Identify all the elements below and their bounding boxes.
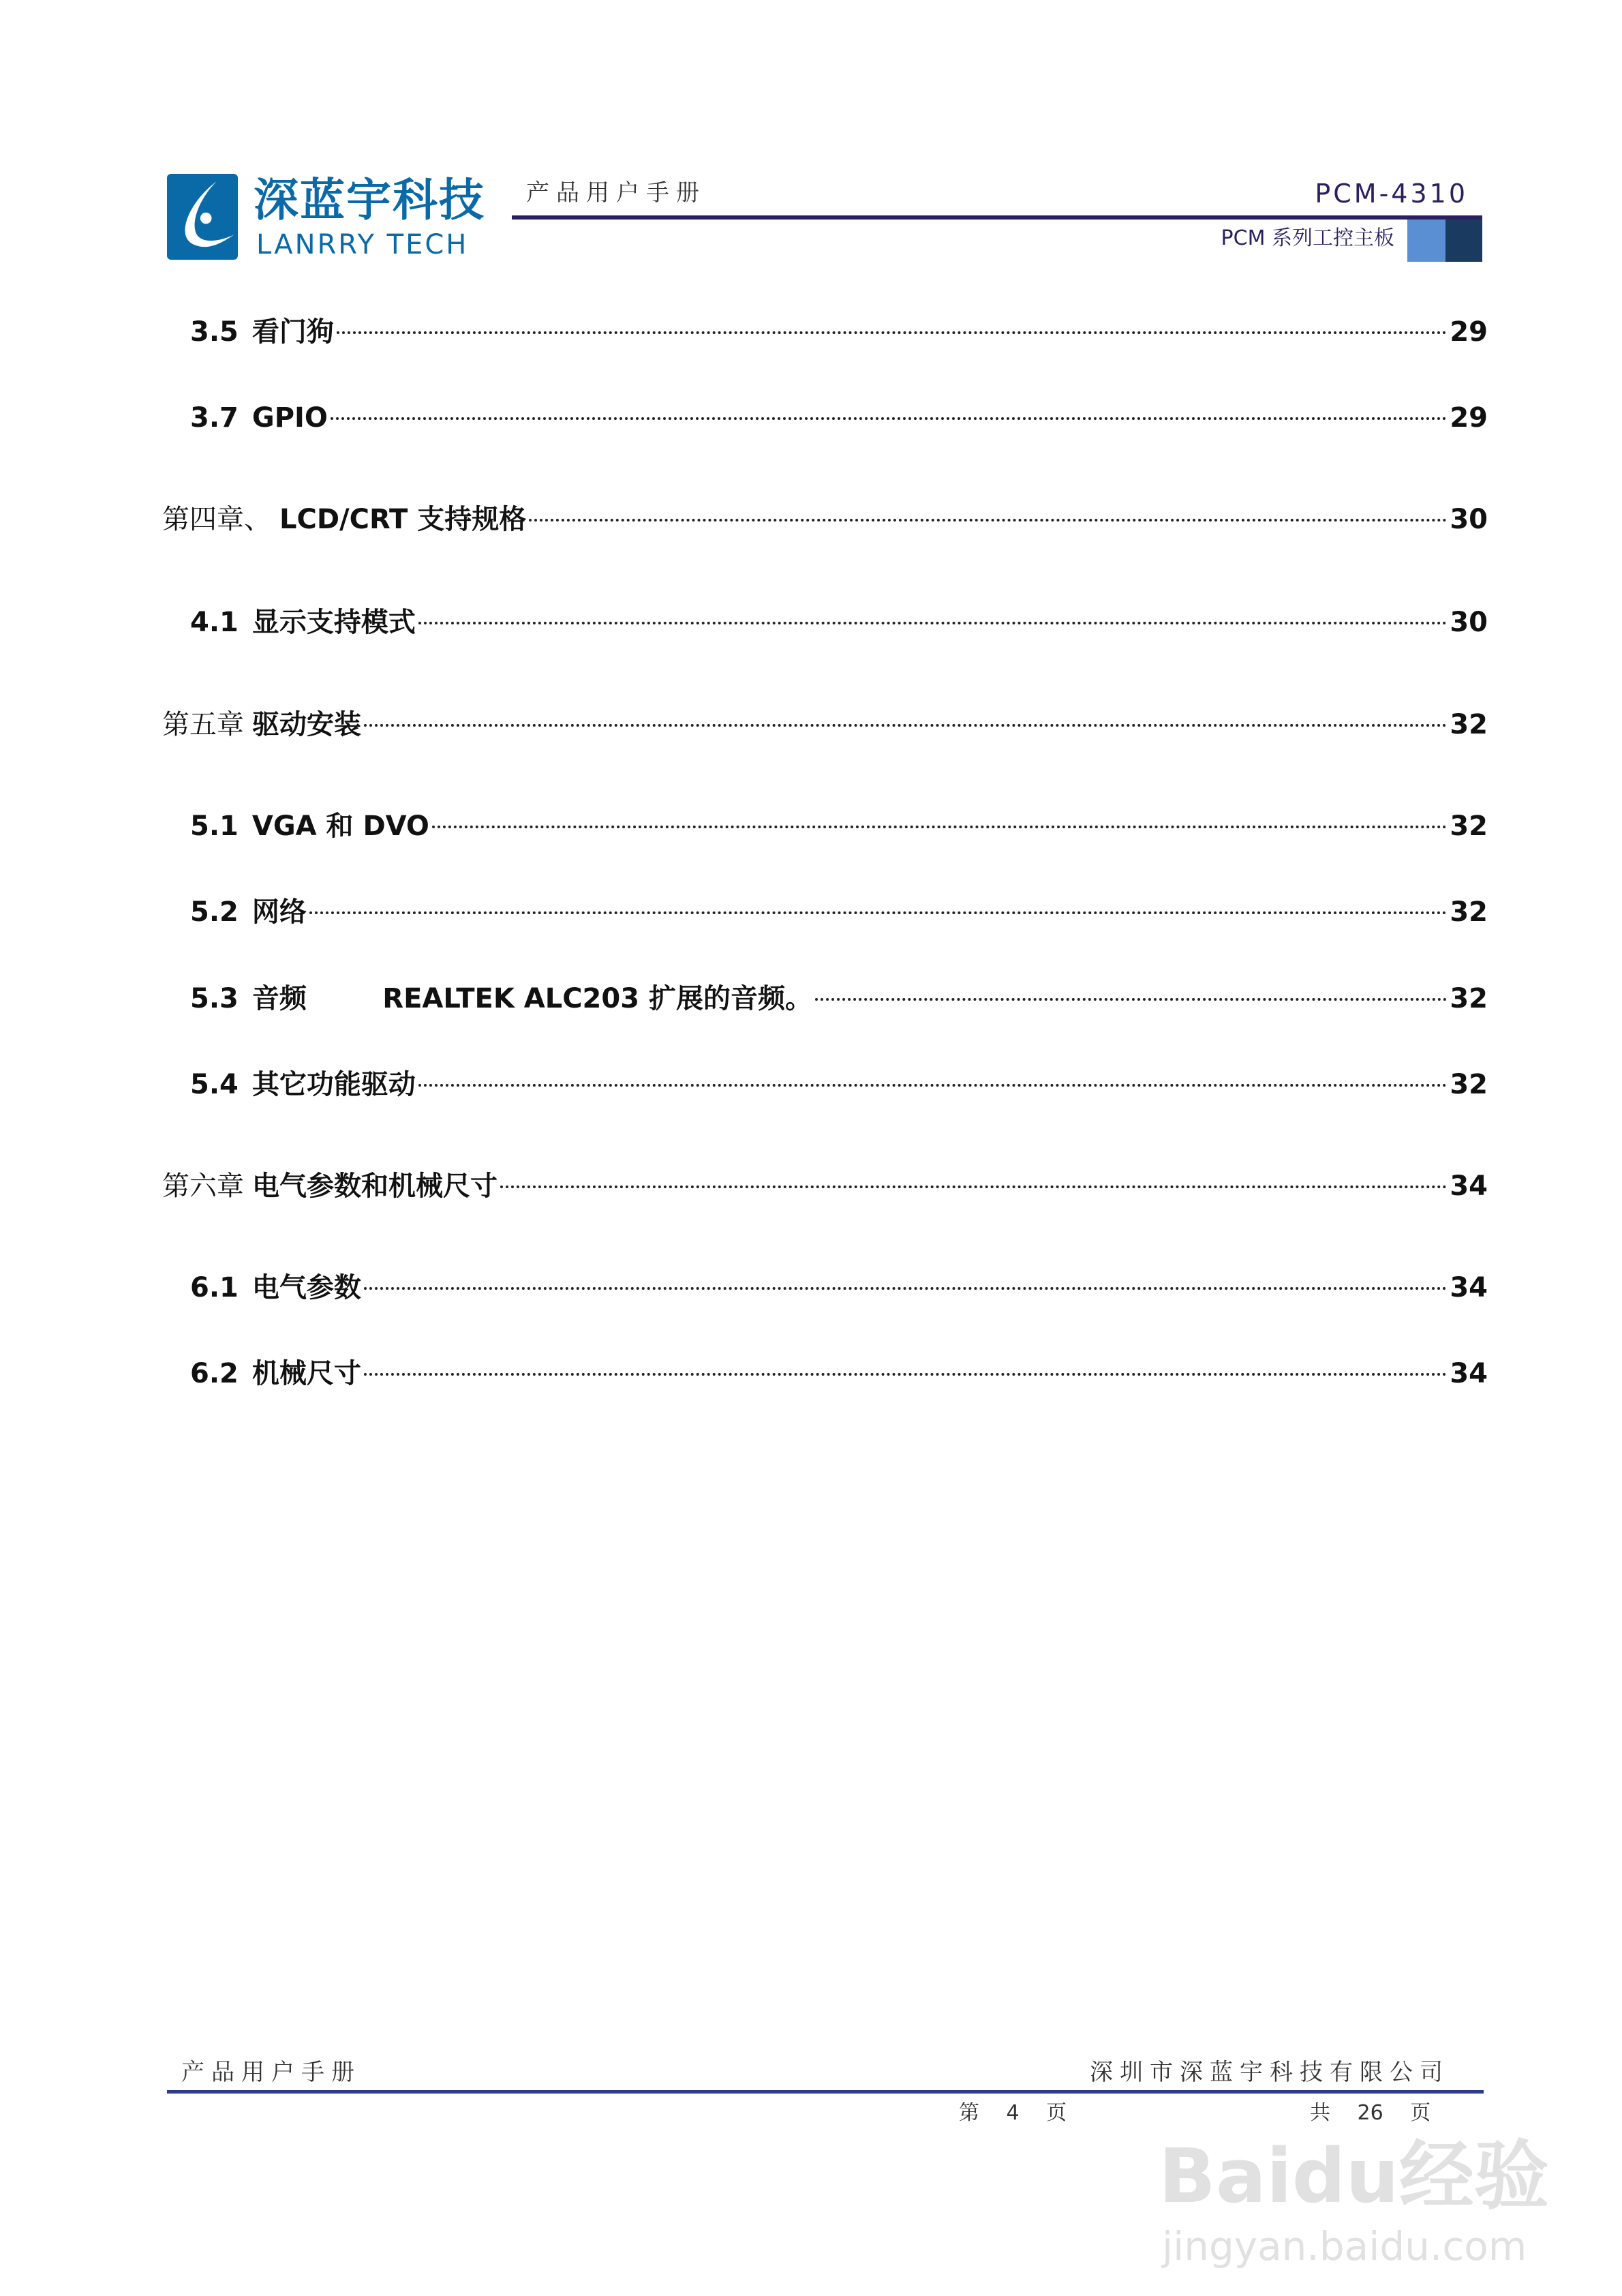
toc-number: 5.3 (190, 983, 239, 1014)
footer-page-total: 共 26 页 (1310, 2101, 1431, 2125)
logo-chinese-name: 深蓝宇科技 (254, 174, 485, 226)
toc-page: 32 (1450, 983, 1488, 1014)
toc-leader (815, 998, 1447, 1001)
toc-leader (418, 1084, 1447, 1087)
header-accent-dark (1445, 220, 1482, 262)
toc-entry[interactable] (190, 1271, 1488, 1309)
footer-divider (167, 2090, 1484, 2094)
toc-number: 6.1 (190, 1272, 239, 1303)
toc-leader (500, 1185, 1447, 1188)
toc-page: 32 (1450, 709, 1488, 740)
toc-entry[interactable] (190, 809, 1488, 847)
toc-number: 5.1 (190, 811, 239, 842)
toc-page: 32 (1450, 1069, 1488, 1100)
toc-number: 3.5 (190, 316, 239, 348)
toc-leader (331, 417, 1447, 420)
header-model: PCM-4310 (1315, 179, 1468, 209)
toc-title: 网络 (251, 896, 307, 928)
toc-title: VGA 和 DVO (251, 811, 429, 842)
toc-leader (364, 724, 1447, 727)
watermark-url: jingyan.baidu.com (1162, 2223, 1527, 2269)
logo-english-name: LANRRY TECH (256, 229, 469, 260)
toc-page: 34 (1450, 1170, 1488, 1202)
toc-page: 34 (1450, 1358, 1488, 1389)
toc-page: 30 (1450, 504, 1488, 535)
toc-title: 机械尺寸 (251, 1358, 361, 1389)
toc-number: 5.4 (190, 1069, 239, 1100)
toc-number: 6.2 (190, 1358, 239, 1389)
toc-title: 电气参数 (251, 1272, 361, 1303)
toc-number: 5.2 (190, 896, 239, 928)
toc-leader (418, 622, 1447, 624)
toc-number: 3.7 (190, 402, 239, 434)
toc-number: 第四章、 (162, 504, 271, 535)
toc-entry[interactable] (190, 1357, 1488, 1395)
toc-leader (529, 519, 1447, 522)
toc-page: 32 (1450, 811, 1488, 842)
toc-entry[interactable] (190, 315, 1488, 353)
toc-number: 4.1 (190, 607, 239, 638)
toc-title: 其它功能驱动 (251, 1069, 416, 1100)
footer-page-current: 第 4 页 (959, 2101, 1067, 2125)
toc-title: GPIO (251, 402, 328, 434)
toc-leader (432, 826, 1447, 828)
header-subtitle: PCM 系列工控主板 (1221, 226, 1394, 250)
header-accent-light (1407, 220, 1445, 262)
toc-entry[interactable] (190, 605, 1488, 644)
toc-entry[interactable] (162, 502, 1488, 541)
header-divider (512, 215, 1482, 220)
toc-page: 29 (1450, 316, 1488, 348)
header-doc-type: 产品用户手册 (526, 179, 706, 207)
toc-title: 驱动安装 (252, 709, 361, 740)
toc-leader (364, 1373, 1447, 1376)
watermark-logo: Baidu经验 (1159, 2132, 1549, 2220)
toc-leader (337, 331, 1447, 334)
toc-leader (364, 1287, 1447, 1290)
toc-number: 第六章 (162, 1170, 244, 1202)
footer-doc-type: 产品用户手册 (181, 2059, 361, 2086)
toc-entry[interactable] (190, 895, 1488, 933)
toc-entry[interactable] (190, 982, 1488, 1020)
toc-entry[interactable] (162, 708, 1488, 746)
toc-title: 看门狗 (251, 316, 334, 348)
toc-page: 30 (1450, 607, 1488, 638)
toc-leader (309, 911, 1447, 914)
footer-company: 深圳市深蓝宇科技有限公司 (1090, 2059, 1450, 2086)
toc-title: 电气参数和机械尺寸 (252, 1170, 498, 1202)
company-logo-mark (167, 174, 238, 260)
toc-title: 音频 REALTEK ALC203 扩展的音频。 (251, 983, 812, 1014)
toc-page: 29 (1450, 402, 1488, 434)
toc-entry[interactable] (162, 1169, 1488, 1207)
toc-page: 34 (1450, 1272, 1488, 1303)
toc-entry[interactable] (190, 401, 1488, 439)
toc-entry[interactable] (190, 1068, 1488, 1106)
toc-title: 显示支持模式 (251, 607, 416, 638)
toc-page: 32 (1450, 896, 1488, 928)
toc-number: 第五章 (162, 709, 244, 740)
toc-title: LCD/CRT 支持规格 (279, 504, 527, 535)
